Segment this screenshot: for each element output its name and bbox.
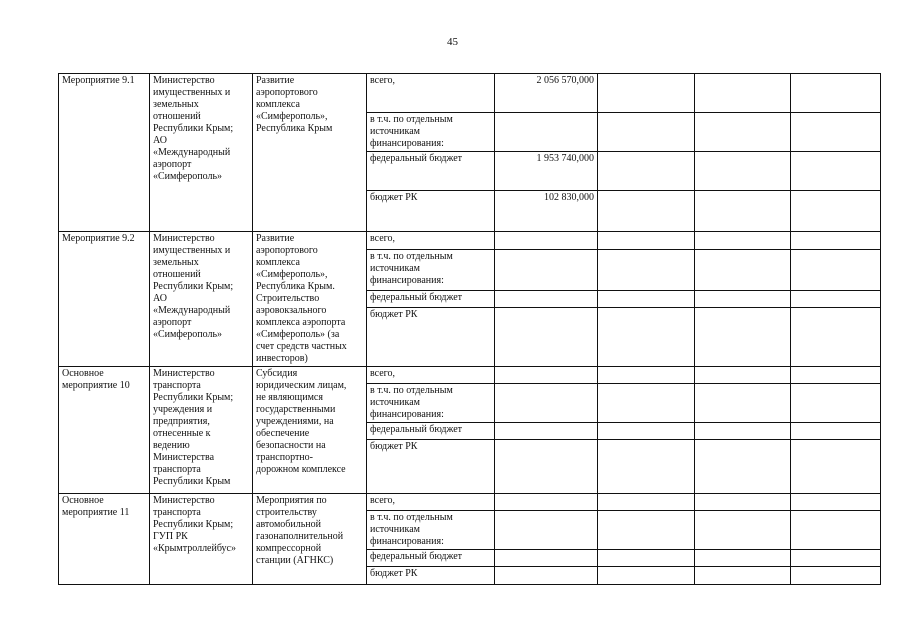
description-cell-text: Мероприятия по строительству автомобильной газонаполнительной компрессорной станции (АГНКС) (256, 495, 344, 566)
funding-source-label: бюджет РК (370, 309, 418, 321)
amount-cell (495, 440, 598, 494)
description-cell (253, 232, 367, 367)
amount-cell (495, 423, 598, 440)
amount-cell (791, 113, 881, 152)
executor-cell-text: Министерство имущественных и земельных отношений Республики Крым; АО «Международный аэропорт «Симферополь» (153, 233, 234, 340)
executor-cell (150, 232, 253, 367)
amount-cell (695, 367, 791, 384)
amount-cell (791, 290, 881, 308)
amount-cell (695, 423, 791, 440)
funding-source-label: федеральный бюджет (370, 153, 463, 164)
executor-cell-text: Министерство имущественных и земельных отношений Республики Крым; АО «Международный аэропорт «Симферополь» (153, 75, 234, 182)
amount-cell (495, 550, 598, 567)
amount-cell: 102 830,000 (495, 191, 598, 232)
amount-cell (791, 367, 881, 384)
funding-source-cell (367, 367, 495, 384)
page-number: 45 (447, 36, 458, 48)
amount-cell (495, 384, 598, 423)
funding-source-cell (367, 550, 495, 567)
description-cell (253, 367, 367, 494)
amount-cell (598, 152, 695, 191)
financing-table (58, 73, 881, 585)
amount-cell (791, 74, 881, 113)
activity-name-cell-text: Мероприятие 9.2 (62, 233, 135, 244)
funding-source-cell (367, 113, 495, 152)
table-row (59, 232, 881, 250)
table-body (59, 74, 881, 585)
funding-source-cell (367, 423, 495, 440)
amount-cell (791, 440, 881, 494)
amount-cell (695, 232, 791, 250)
description-cell (253, 494, 367, 585)
amount-cell (598, 290, 695, 308)
amount-cell (598, 550, 695, 567)
amount-cell (495, 511, 598, 550)
funding-source-label: федеральный бюджет (370, 551, 463, 562)
amount-cell (695, 440, 791, 494)
description-cell (253, 74, 367, 232)
amount-cell (598, 511, 695, 550)
activity-name-cell (59, 74, 150, 232)
table-row (59, 74, 881, 113)
amount-cell (598, 440, 695, 494)
amount-cell (598, 308, 695, 367)
amount-cell (695, 290, 791, 308)
amount-cell (695, 494, 791, 511)
amount-cell (791, 511, 881, 550)
amount-cell (598, 191, 695, 232)
amount-cell (598, 113, 695, 152)
funding-source-label: в т.ч. по отдельным источникам финансирования: (370, 512, 453, 547)
amount-cell: 1 953 740,000 (495, 152, 598, 191)
amount-cell (598, 367, 695, 384)
amount-cell: 2 056 570,000 (495, 74, 598, 113)
amount-cell (791, 308, 881, 367)
funding-source-cell (367, 494, 495, 511)
activity-name-cell-text: Мероприятие 9.1 (62, 75, 135, 86)
activity-name-cell-text: Основное мероприятие 11 (62, 495, 130, 518)
amount-cell (791, 191, 881, 232)
amount-cell (495, 367, 598, 384)
amount-cell (598, 249, 695, 290)
table-row (59, 367, 881, 384)
amount-cell (695, 113, 791, 152)
executor-cell-text: Министерство транспорта Республики Крым; ГУП РК «Крымтроллейбус» (153, 495, 236, 554)
amount-cell (791, 249, 881, 290)
funding-source-cell (367, 290, 495, 308)
table-row (59, 494, 881, 511)
amount-cell (695, 550, 791, 567)
executor-cell (150, 74, 253, 232)
amount-cell (695, 191, 791, 232)
description-cell-text: Развитие аэропортового комплекса «Симферополь», Республика Крым. Строительство аэровокзального комплекса аэропорта «Симферополь» (за счет средств частных инвесторов) (256, 233, 347, 364)
funding-source-cell (367, 74, 495, 113)
description-cell-text: Субсидия юридическим лицам, не являющимся государственными учреждениями, на обеспечение безопасности на транспортно- дорожном комплексе (256, 368, 347, 475)
amount-cell (598, 423, 695, 440)
amount-cell (495, 113, 598, 152)
amount-cell (791, 567, 881, 585)
amount-cell (695, 74, 791, 113)
amount-cell (695, 152, 791, 191)
activity-name-cell (59, 367, 150, 494)
funding-source-label: бюджет РК (370, 568, 418, 579)
amount-cell (695, 308, 791, 367)
amount-cell (791, 384, 881, 423)
funding-source-label: в т.ч. по отдельным источникам финансирования: (370, 250, 453, 286)
funding-source-label: федеральный бюджет (370, 424, 463, 435)
amount-cell (695, 384, 791, 423)
amount-cell (495, 232, 598, 250)
amount-cell (791, 494, 881, 511)
funding-source-cell (367, 232, 495, 250)
amount-cell (791, 232, 881, 250)
amount-cell (791, 423, 881, 440)
amount-cell (495, 494, 598, 511)
funding-source-cell (367, 511, 495, 550)
executor-cell-text: Министерство транспорта Республики Крым; учреждения и предприятия, отнесенные к ведению Министерства транспорта Республики Крым (153, 368, 234, 487)
funding-source-cell (367, 249, 495, 290)
funding-source-cell (367, 567, 495, 585)
amount-cell (695, 567, 791, 585)
funding-source-label: федеральный бюджет (370, 291, 463, 303)
funding-source-cell (367, 384, 495, 423)
amount-cell (598, 494, 695, 511)
activity-name-cell (59, 494, 150, 585)
amount-cell (598, 74, 695, 113)
funding-source-label: всего, (370, 495, 396, 506)
funding-source-label: в т.ч. по отдельным источникам финансирования: (370, 114, 453, 149)
amount-cell (495, 290, 598, 308)
funding-source-label: всего, (370, 75, 396, 86)
activity-name-cell-text: Основное мероприятие 10 (62, 368, 130, 391)
funding-source-cell (367, 191, 495, 232)
funding-source-label: бюджет РК (370, 441, 418, 452)
amount-cell (695, 249, 791, 290)
amount-cell (598, 567, 695, 585)
amount-cell (791, 550, 881, 567)
activity-name-cell (59, 232, 150, 367)
funding-source-label: всего, (370, 368, 396, 379)
amount-cell (695, 511, 791, 550)
amount-cell (495, 308, 598, 367)
funding-source-cell (367, 440, 495, 494)
funding-source-label: бюджет РК (370, 192, 418, 203)
description-cell-text: Развитие аэропортового комплекса «Симферополь», Республика Крым (256, 75, 333, 134)
amount-cell (791, 152, 881, 191)
amount-cell (598, 232, 695, 250)
amount-cell (495, 567, 598, 585)
funding-source-label: в т.ч. по отдельным источникам финансирования: (370, 385, 453, 420)
amount-cell (495, 249, 598, 290)
funding-source-cell (367, 152, 495, 191)
executor-cell (150, 367, 253, 494)
amount-cell (598, 384, 695, 423)
funding-source-label: всего, (370, 233, 396, 244)
executor-cell (150, 494, 253, 585)
funding-source-cell (367, 308, 495, 367)
